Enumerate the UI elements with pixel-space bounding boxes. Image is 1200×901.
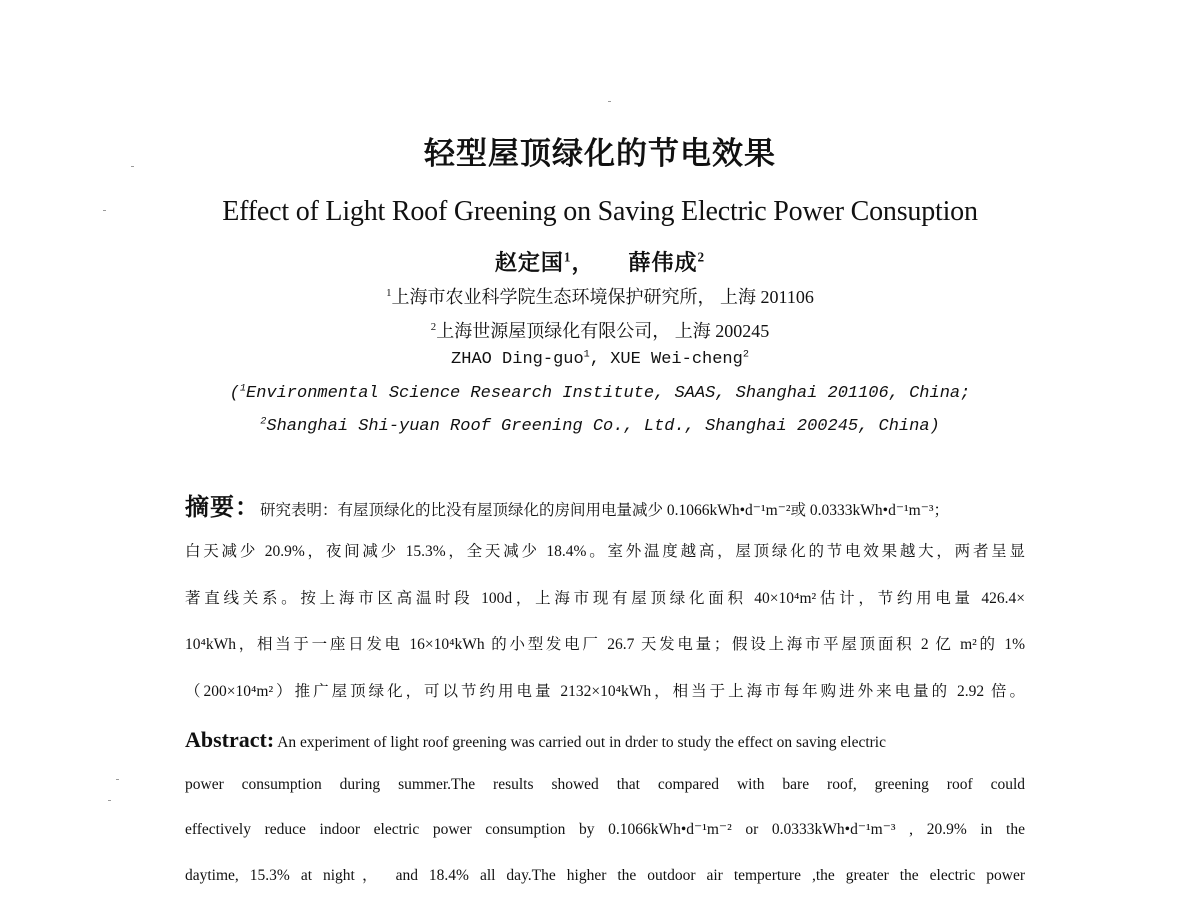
institution-2-sup: 2	[260, 416, 267, 428]
abstract-cn-line-5: （200×10⁴m²）推广屋顶绿化，可以节约用电量 2132×10⁴kWh，相当于上海市每年购进外来电量的 2.92 倍。	[185, 683, 1025, 700]
abstract-en-line-4: daytime, 15.3% at night， and 18.4% all day.The higher the outdoor air temperture ,the greater the electric power	[185, 867, 1025, 884]
paper-title-en: Effect of Light Roof Greening on Saving Electric Power Consuption	[222, 196, 978, 227]
abstract-cn-text-1: 研究表明：有屋顶绿化的比没有屋顶绿化的房间用电量减少 0.1066kWh•d⁻¹m⁻²或 0.0333kWh•d⁻¹m⁻³；	[260, 502, 950, 519]
author-1-cn: 赵定国	[494, 250, 564, 275]
author-2-en-sup: 2	[742, 349, 749, 361]
abstract-en-label: Abstract:	[185, 727, 275, 752]
paren-close: )	[929, 417, 940, 436]
abstract-en-line-2: power consumption during summer.The results showed that compared with bare roof, greening roof could	[185, 776, 1025, 793]
abstract-en-line-1	[185, 727, 1025, 753]
institution-1-text: Environmental Science Research Institute, SAAS, Shanghai 201106, China;	[246, 384, 971, 403]
author-2-cn-sup: 2	[697, 249, 706, 265]
abstract-cn-line-1	[185, 494, 1025, 523]
author-en-separator: ,	[589, 350, 611, 369]
institution-2-text: Shanghai Shi-yuan Roof Greening Co., Ltd., Shanghai 200245, China	[266, 417, 930, 436]
affiliation-1-sup: 1	[386, 287, 392, 299]
abstract-en-line-3: effectively reduce indoor electric power consumption by 0.1066kWh•d⁻¹m⁻² or 0.0333kWh•d⁻¹m⁻³ , 20.9% in the	[185, 821, 1025, 838]
abstract-cn-line-2: 白天减少 20.9%，夜间减少 15.3%，全天减少 18.4%。室外温度越高，屋顶绿化的节电效果越大，两者呈显	[185, 543, 1025, 560]
abstract-cn-line-3: 著直线关系。按上海市区高温时段 100d，上海市现有屋顶绿化面积 40×10⁴m²估计，节约用电量 426.4×	[185, 590, 1025, 607]
abstract-en-text-1: An experiment of light roof greening was carried out in drder to study the effect on saving electric	[277, 734, 886, 751]
abstract-cn-line-4: 10⁴kWh，相当于一座日发电 16×10⁴kWh 的小型发电厂 26.7 天发电量；假设上海市平屋顶面积 2 亿 m²的 1%	[185, 636, 1025, 653]
author-1-en-sup: 1	[583, 349, 590, 361]
affiliation-2-text: 上海世源屋顶绿化有限公司， 上海 200245	[436, 321, 770, 341]
affiliation-2-sup: 2	[430, 321, 437, 333]
affiliation-1-cn	[0, 283, 1200, 309]
author-2-en: XUE Wei-cheng	[610, 350, 743, 369]
affiliation-2-cn	[0, 317, 1200, 343]
institution-1-sup: 1	[239, 383, 246, 395]
author-2-cn: 薛伟成	[628, 250, 698, 275]
institution-1-en	[0, 384, 1200, 403]
scan-speck	[608, 101, 611, 102]
authors-en	[0, 350, 1200, 369]
authors-cn	[0, 246, 1200, 277]
paper-title-cn: 轻型屋顶绿化的节电效果	[424, 136, 776, 171]
institution-2-en	[0, 417, 1200, 436]
affiliation-1-text: 上海市农业科学院生态环境保护研究所， 上海 201106	[391, 287, 814, 307]
paren-open: (	[229, 384, 240, 403]
author-1-en: ZHAO Ding-guo	[451, 350, 584, 369]
author-1-cn-sup: 1	[563, 249, 572, 265]
scan-speck	[108, 800, 111, 801]
abstract-cn-label: 摘要：	[185, 495, 260, 521]
scan-speck	[116, 779, 119, 780]
author-separator: ，	[571, 250, 595, 275]
